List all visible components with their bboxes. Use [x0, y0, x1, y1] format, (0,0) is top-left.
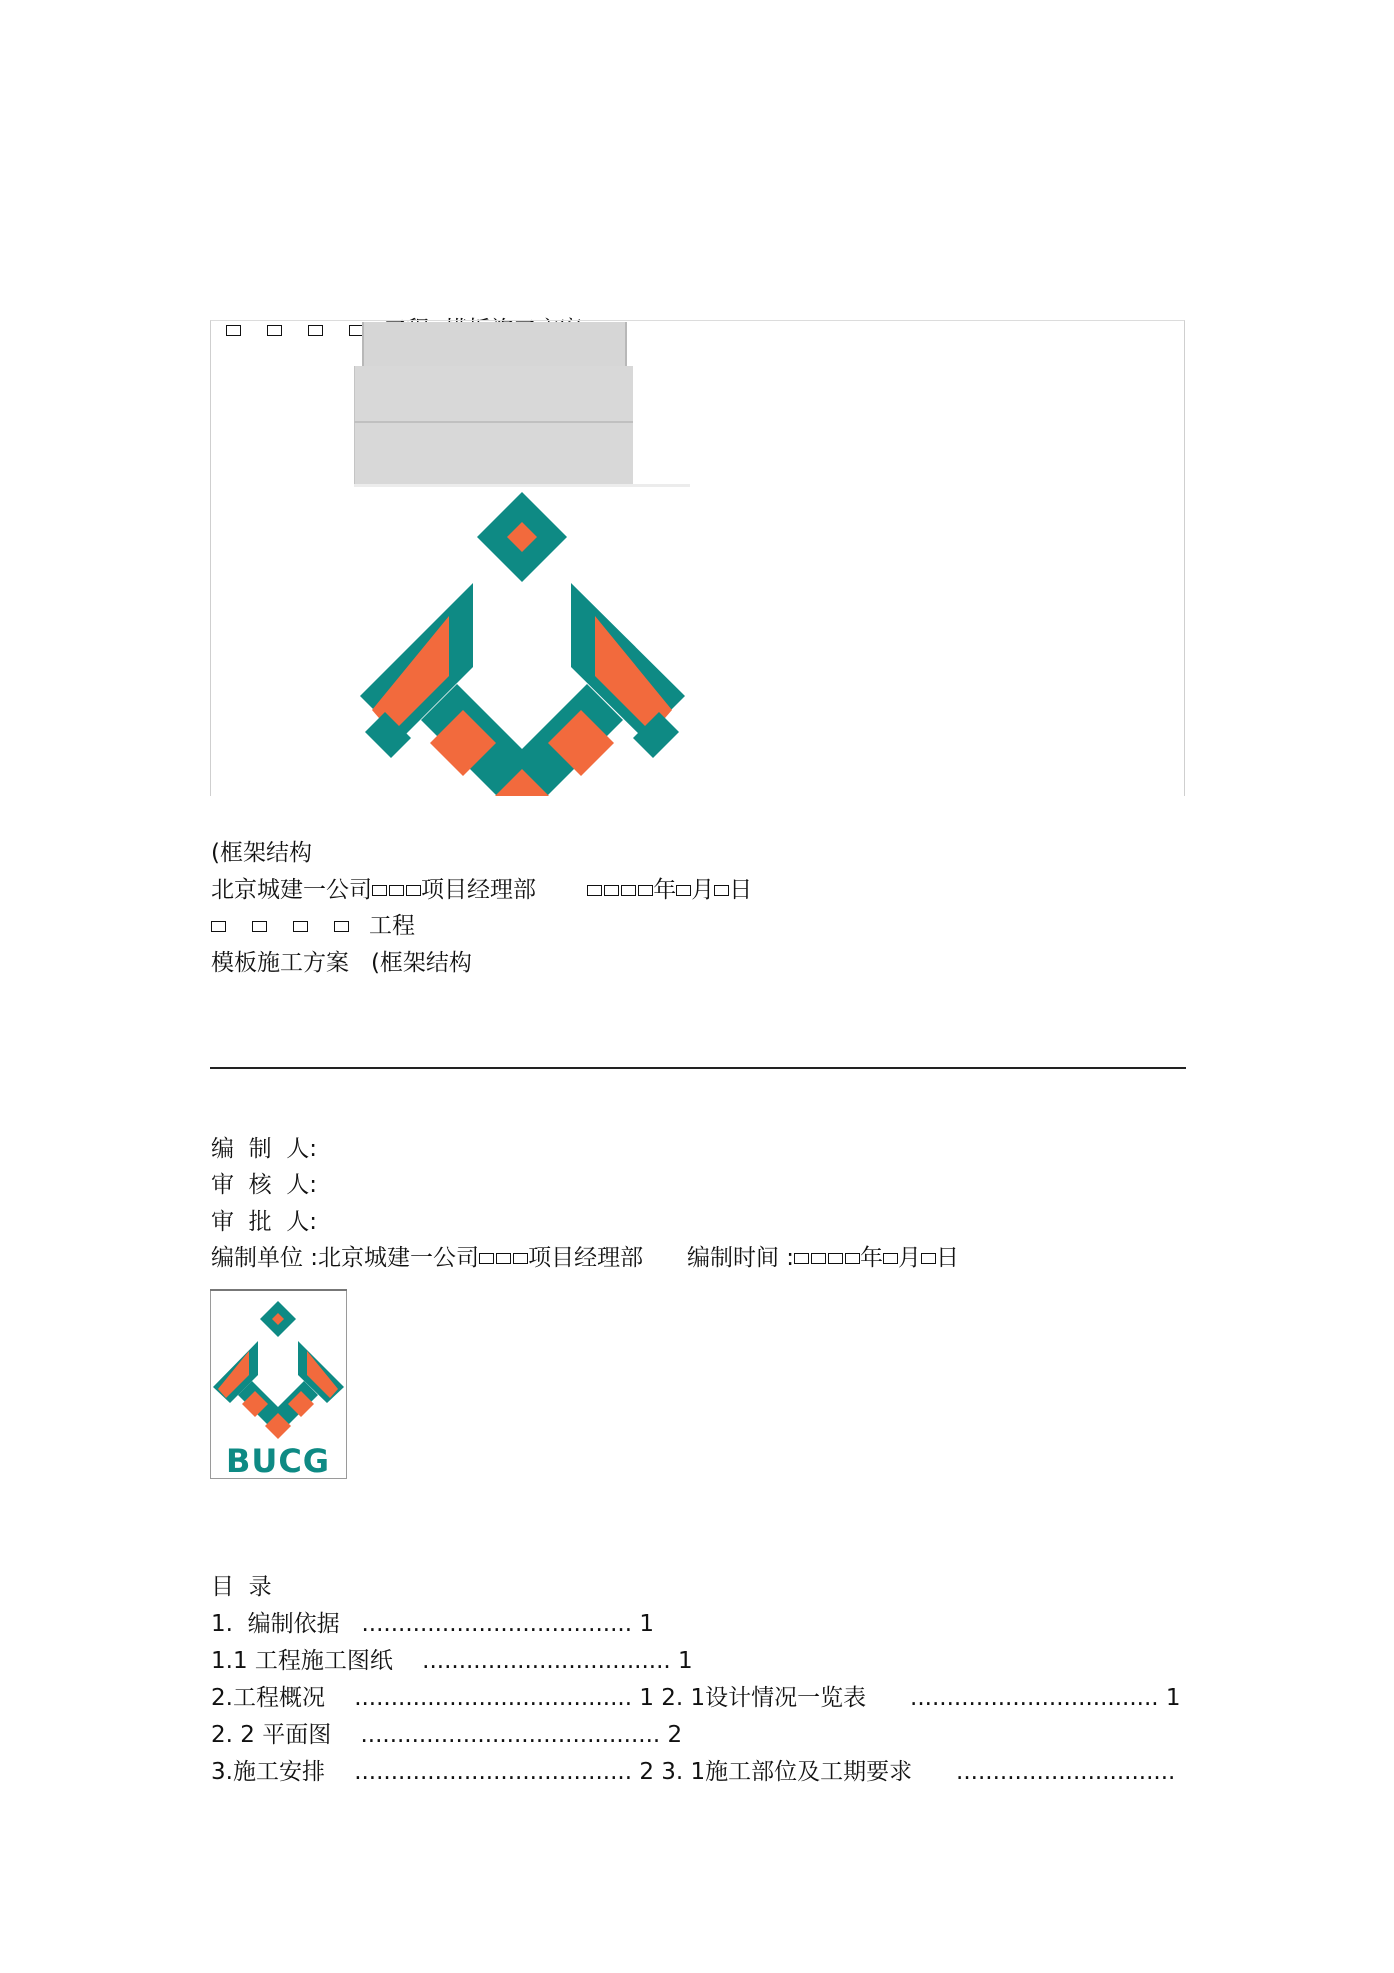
grey-block-top [362, 322, 627, 366]
cover-line4 [211, 948, 472, 978]
placeholder-box [513, 1253, 528, 1264]
placeholder-box [638, 885, 653, 896]
time-label: 编制时间 : [686, 1245, 794, 1271]
placeholder-box [604, 885, 619, 896]
placeholder-box [406, 885, 421, 896]
bucg-logo-small [210, 1289, 347, 1479]
bucg-logo-large [355, 488, 690, 796]
org-name: 北京城建一公司 [211, 877, 372, 903]
placeholder-box [828, 1253, 843, 1264]
line3-project: 工程 [369, 913, 415, 939]
time-month: 月 [898, 1245, 921, 1271]
reviewer-label: 审 核 人: [211, 1172, 317, 1198]
placeholder-box [676, 885, 691, 896]
logo-text: BUCG [225, 1442, 331, 1479]
unit-dept: 项目经理部 [528, 1245, 644, 1271]
time-day: 日 [936, 1245, 959, 1271]
approver-label: 审 批 人: [211, 1209, 317, 1235]
placeholder-box [293, 921, 308, 932]
grey-block-shadow [354, 484, 690, 487]
cover-org-line [211, 875, 752, 905]
date-year: 年 [653, 877, 677, 903]
placeholder-box [794, 1253, 809, 1264]
placeholder-box [811, 1253, 826, 1264]
horizontal-rule [210, 1067, 1186, 1069]
grey-block [354, 366, 633, 484]
toc-row: 2.工程概况 ...................................... 1 2. 1设计情况一览表 .................................. 1 [211, 1685, 1181, 1711]
placeholder-box [479, 1253, 494, 1264]
toc-row: 3.施工安排 ...................................... 2 3. 1施工部位及工期要求 .............................. [211, 1759, 1176, 1785]
placeholder-box [389, 885, 404, 896]
toc-row: 1. 编制依据 ..................................... 1 [211, 1611, 654, 1637]
placeholder-box [372, 885, 387, 896]
line4-structure: (框架结构 [370, 950, 472, 976]
cover-line3 [211, 911, 415, 941]
date-day: 日 [729, 877, 753, 903]
date-month: 月 [691, 877, 715, 903]
placeholder-box [587, 885, 602, 896]
placeholder-box [252, 921, 267, 932]
placeholder-box [496, 1253, 511, 1264]
toc-heading: 目 录 [211, 1574, 272, 1600]
placeholder-box [334, 921, 349, 932]
placeholder-box [883, 1253, 898, 1264]
org-dept: 项目经理部 [421, 877, 536, 903]
line4-scheme: 模板施工方案 [211, 950, 349, 976]
grey-block-divider [354, 421, 633, 423]
unit-label: 编制单位 :北京城建一公司 [211, 1245, 480, 1271]
placeholder-box [845, 1253, 860, 1264]
toc-row: 2. 2 平面图 ......................................... 2 [211, 1722, 683, 1748]
time-year: 年 [860, 1245, 883, 1271]
structure-type: (框架结构 [211, 840, 312, 866]
placeholder-box [211, 921, 226, 932]
placeholder-box [714, 885, 729, 896]
placeholder-box [621, 885, 636, 896]
toc-row: 1.1 工程施工图纸 .................................. 1 [211, 1648, 693, 1674]
author-label: 编 制 人: [211, 1136, 317, 1162]
placeholder-box [921, 1253, 936, 1264]
unit-time-line [211, 1243, 959, 1273]
